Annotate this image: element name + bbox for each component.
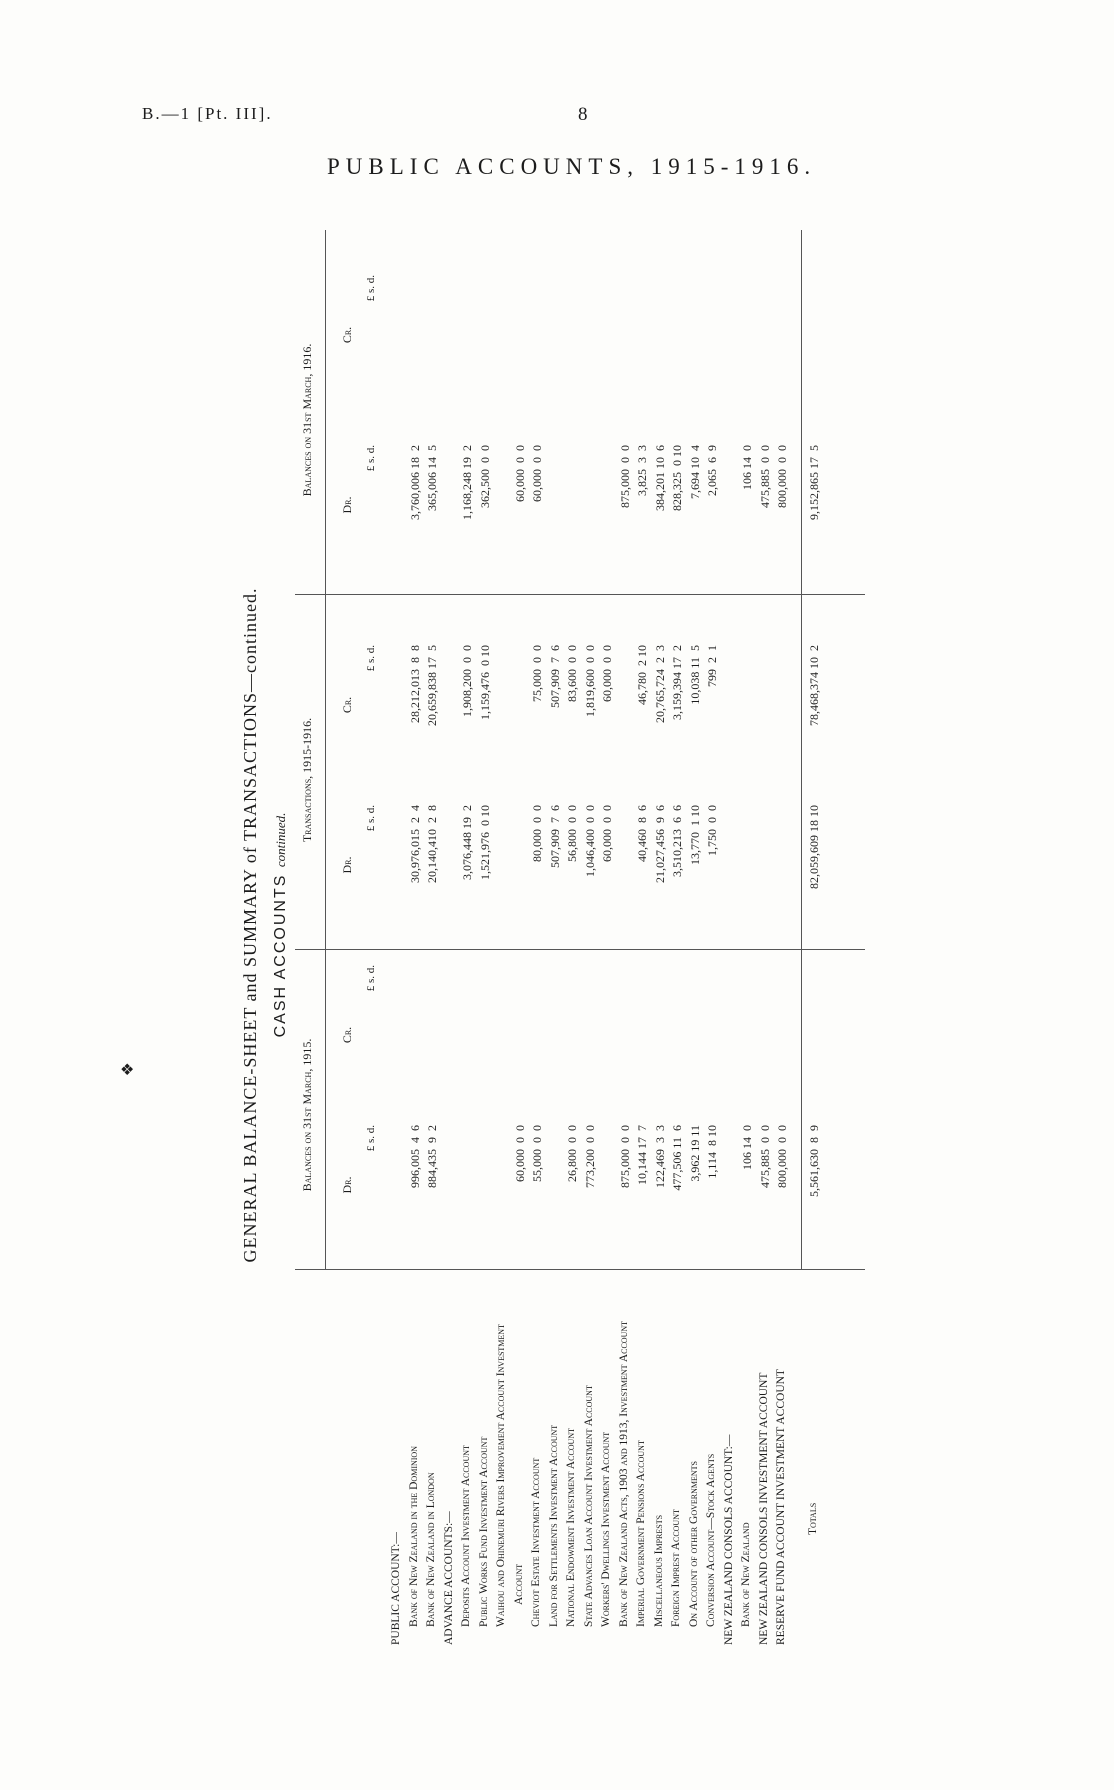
totals-rule bbox=[801, 230, 802, 1270]
amount-cell: 13,770 1 10 bbox=[687, 805, 702, 865]
table-row bbox=[390, 205, 404, 1645]
units-cr-1915: £ s. d. bbox=[365, 965, 377, 992]
amount-cell: 1,908,200 0 0 bbox=[460, 645, 474, 717]
account-label: Bank of New Zealand Acts, 1903 and 1913, Investment Account bbox=[617, 1320, 630, 1627]
account-label: Account bbox=[512, 1563, 525, 1605]
amount-cell: 3,760,006 18 2 bbox=[407, 445, 422, 520]
page-title: PUBLIC ACCOUNTS, 1915-1916. bbox=[327, 154, 817, 179]
amount-cell: 20,659,838 17 5 bbox=[425, 645, 439, 726]
table-row bbox=[618, 205, 632, 1645]
totals-row bbox=[807, 205, 821, 1645]
col-header-dr-1915: Dr. bbox=[340, 1176, 354, 1194]
amount-cell: 106 14 0 bbox=[740, 1125, 754, 1170]
amount-cell: 10,144 17 7 bbox=[635, 1125, 649, 1185]
amount-cell: 1,521,976 0 10 bbox=[477, 805, 492, 880]
table-title: GENERAL BALANCE-SHEET and SUMMARY of TRANSACTIONS—continued. bbox=[240, 587, 260, 1263]
account-label: Bank of New Zealand bbox=[740, 1522, 752, 1627]
amount-cell: 3,076,448 19 2 bbox=[460, 805, 474, 880]
amount-cell: 75,000 0 0 bbox=[530, 645, 544, 702]
amount-cell: 122,469 3 3 bbox=[652, 1125, 667, 1188]
total-amount-cell: 78,468,374 10 2 bbox=[806, 645, 821, 726]
col-header-cr-1916: Cr. bbox=[340, 326, 354, 344]
account-label: Land for Settlements Investment Account bbox=[547, 1424, 560, 1627]
amount-cell: 10,038 11 5 bbox=[687, 645, 702, 705]
account-label: PUBLIC ACCOUNT:— bbox=[390, 1532, 402, 1645]
printer-mark-icon: ❖ bbox=[120, 1062, 135, 1079]
table-row bbox=[775, 205, 789, 1645]
column-group-transactions: Transactions, 1915-1916. bbox=[300, 717, 314, 843]
amount-cell: 996,005 4 6 bbox=[407, 1125, 422, 1188]
table-row bbox=[443, 205, 457, 1645]
account-label: Workers' Dwellings Investment Account bbox=[600, 1431, 612, 1627]
table-row bbox=[478, 205, 492, 1645]
table-row bbox=[705, 205, 719, 1645]
col-header-cr-transactions: Cr. bbox=[340, 696, 354, 714]
amount-cell: 507,909 7 6 bbox=[547, 805, 562, 868]
account-label: Conversion Account—Stock Agents bbox=[705, 1453, 717, 1627]
col-header-dr-transactions: Dr. bbox=[340, 856, 354, 874]
amount-cell: 773,200 0 0 bbox=[582, 1125, 597, 1188]
table-row bbox=[408, 205, 422, 1645]
table-row bbox=[600, 205, 614, 1645]
account-label: Bank of New Zealand in London bbox=[425, 1472, 437, 1627]
amount-cell: 60,000 0 0 bbox=[530, 445, 544, 502]
account-label: On Account of other Governments bbox=[687, 1460, 700, 1627]
table-row bbox=[565, 205, 579, 1645]
amount-cell: 20,765,724 2 3 bbox=[652, 645, 667, 723]
amount-cell: 56,800 0 0 bbox=[565, 805, 579, 862]
amount-cell: 3,825 3 3 bbox=[635, 445, 649, 496]
amount-cell: 26,800 0 0 bbox=[565, 1125, 579, 1182]
col-header-dr-1916: Dr. bbox=[340, 496, 354, 514]
amount-cell: 83,600 0 0 bbox=[565, 645, 579, 702]
amount-cell: 60,000 0 0 bbox=[512, 445, 527, 502]
amount-cell: 80,000 0 0 bbox=[530, 805, 544, 862]
amount-cell: 30,976,015 2 4 bbox=[407, 805, 422, 883]
account-label: Deposits Account Investment Account bbox=[460, 1445, 472, 1627]
table-row bbox=[548, 205, 562, 1645]
account-label: National Endowment Investment Account bbox=[565, 1428, 577, 1627]
amount-cell: 875,000 0 0 bbox=[617, 445, 632, 508]
table-row bbox=[530, 205, 544, 1645]
table-subtitle-note: continued. bbox=[273, 812, 288, 868]
amount-cell: 1,046,400 0 0 bbox=[582, 805, 597, 877]
amount-cell: 1,114 8 10 bbox=[705, 1125, 719, 1179]
amount-cell: 106 14 0 bbox=[740, 445, 754, 490]
table-row bbox=[688, 205, 702, 1645]
account-label: State Advances Loan Account Investment Account bbox=[582, 1385, 595, 1627]
amount-cell: 362,500 0 0 bbox=[477, 445, 492, 508]
amount-cell: 365,006 14 5 bbox=[425, 445, 439, 511]
units-cr-1916: £ s. d. bbox=[365, 275, 377, 302]
units-cr-transactions: £ s. d. bbox=[365, 645, 377, 672]
amount-cell: 46,780 2 10 bbox=[635, 645, 649, 705]
table-row bbox=[670, 205, 684, 1645]
amount-cell: 3,962 19 11 bbox=[687, 1125, 702, 1182]
units-dr-1915: £ s. d. bbox=[365, 1125, 377, 1152]
table-row bbox=[653, 205, 667, 1645]
amount-cell: 60,000 0 0 bbox=[600, 805, 614, 862]
amount-cell: 28,212,013 8 8 bbox=[407, 645, 422, 723]
total-amount-cell: 82,059,609 18 10 bbox=[806, 805, 821, 889]
total-amount-cell: 9,152,865 17 5 bbox=[806, 445, 821, 520]
amount-cell: 7,694 10 4 bbox=[687, 445, 702, 499]
amount-cell: 1,750 0 0 bbox=[705, 805, 719, 856]
amount-cell: 3,159,394 17 2 bbox=[670, 645, 684, 720]
column-group-1916: Balances on 31st March, 1916. bbox=[300, 343, 314, 497]
account-label: Public Works Fund Investment Account bbox=[477, 1436, 490, 1627]
account-label: Foreign Imprest Account bbox=[670, 1509, 682, 1627]
amount-cell: 20,140,410 2 8 bbox=[425, 805, 439, 883]
amount-cell: 1,168,248 19 2 bbox=[460, 445, 474, 520]
page-number: 8 bbox=[578, 104, 588, 125]
amount-cell: 799 2 1 bbox=[705, 645, 719, 687]
amount-cell: 477,506 11 6 bbox=[670, 1125, 684, 1191]
total-amount-cell: 5,561,630 8 9 bbox=[806, 1125, 821, 1197]
account-label: ADVANCE ACCOUNTS:— bbox=[442, 1511, 455, 1645]
amount-cell: 884,435 9 2 bbox=[425, 1125, 439, 1188]
account-label: NEW ZEALAND CONSOLS ACCOUNT:— bbox=[722, 1434, 735, 1645]
account-label: Bank of New Zealand in the Dominion bbox=[407, 1446, 420, 1627]
amount-cell: 55,000 0 0 bbox=[530, 1125, 544, 1182]
amount-cell: 507,909 7 6 bbox=[547, 645, 562, 708]
amount-cell: 1,819,600 0 0 bbox=[582, 645, 597, 717]
amount-cell: 60,000 0 0 bbox=[600, 645, 614, 702]
amount-cell: 475,885 0 0 bbox=[757, 445, 772, 508]
amount-cell: 1,159,476 0 10 bbox=[477, 645, 492, 720]
table-row bbox=[495, 205, 509, 1645]
account-label: Imperial Government Pensions Account bbox=[635, 1440, 647, 1627]
account-label: Cheviot Estate Investment Account bbox=[530, 1457, 542, 1627]
table-row bbox=[758, 205, 772, 1645]
amount-cell: 21,027,456 9 6 bbox=[652, 805, 667, 883]
account-label: Miscellaneous Imprests bbox=[652, 1514, 665, 1627]
amount-cell: 384,201 10 6 bbox=[652, 445, 667, 511]
account-label: RESERVE FUND ACCOUNT INVESTMENT ACCOUNT bbox=[775, 1369, 787, 1645]
amount-cell: 60,000 0 0 bbox=[512, 1125, 527, 1182]
amount-cell: 800,000 0 0 bbox=[775, 445, 789, 508]
account-label: Waihou and Ohinemuri Rivers Improvement Account Investment bbox=[495, 1324, 507, 1627]
table-row bbox=[425, 205, 439, 1645]
account-label: NEW ZEALAND CONSOLS INVESTMENT ACCOUNT bbox=[757, 1372, 770, 1645]
header-rule bbox=[325, 230, 326, 1270]
amount-cell: 40,460 8 6 bbox=[635, 805, 649, 862]
amount-cell: 475,885 0 0 bbox=[757, 1125, 772, 1188]
amount-cell: 875,000 0 0 bbox=[617, 1125, 632, 1188]
table-subtitle-text: CASH ACCOUNTS bbox=[272, 873, 289, 1038]
amount-cell: 800,000 0 0 bbox=[775, 1125, 789, 1188]
rotated-balance-sheet bbox=[240, 205, 880, 1645]
totals-label: Totals bbox=[806, 1502, 819, 1535]
column-group-1915: Balances on 31st March, 1915. bbox=[300, 1038, 314, 1192]
units-dr-transactions: £ s. d. bbox=[365, 805, 377, 832]
amount-cell: 2,065 6 9 bbox=[705, 445, 719, 496]
units-dr-1916: £ s. d. bbox=[365, 445, 377, 472]
document-reference: B.—1 [Pt. III]. bbox=[142, 104, 273, 123]
table-row bbox=[635, 205, 649, 1645]
table-row bbox=[723, 205, 737, 1645]
table-row bbox=[460, 205, 474, 1645]
table-row bbox=[583, 205, 597, 1645]
table-row bbox=[740, 205, 754, 1645]
amount-cell: 3,510,213 6 6 bbox=[670, 805, 684, 877]
table-row bbox=[513, 205, 527, 1645]
table-subtitle bbox=[272, 205, 290, 1645]
amount-cell: 828,325 0 10 bbox=[670, 445, 684, 511]
col-header-cr-1915: Cr. bbox=[340, 1026, 354, 1044]
